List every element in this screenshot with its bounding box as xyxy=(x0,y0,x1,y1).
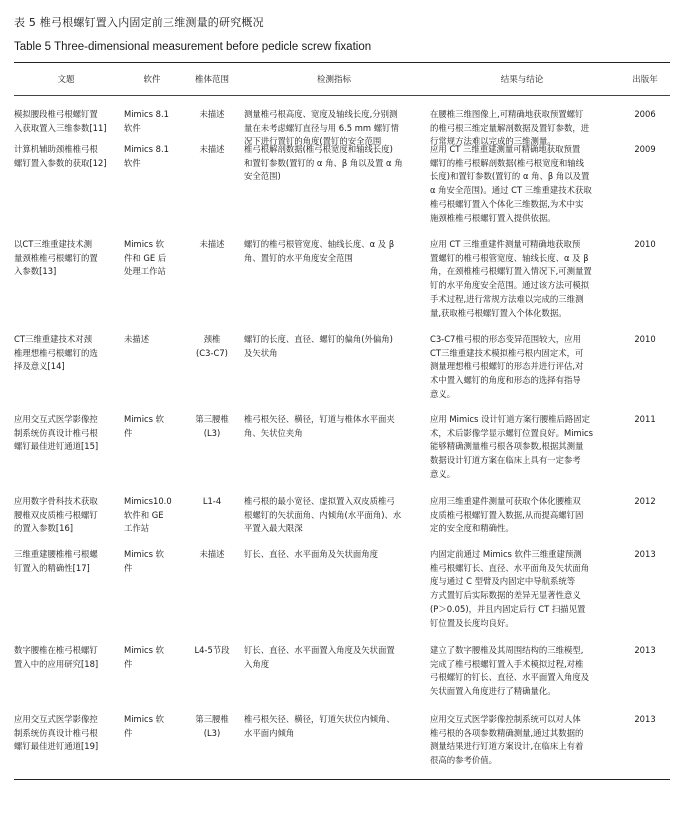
row-result: 建立了数字腰椎及其周围结构的三维模型, 完成了椎弓根螺钉置入手术模拟过程,对椎 弓根螺钉的钉长、直径、水平面置入角度及 矢状面置入角度进行了精确量化。 xyxy=(430,645,590,697)
row-title-cell xyxy=(14,495,124,543)
row-result: 在腰椎三维图像上,可精确地获取预置螺钉 的椎弓根三维定量解剖数据及置钉参数，进 行常规方法难以完成的三维测量。 xyxy=(430,109,590,147)
row-software-cell xyxy=(124,143,186,233)
header-title: 文题 xyxy=(57,75,75,85)
row-result: 应用三维重建件测量可获取个体化腰椎双 皮质椎弓根螺钉置入数据,从而提高螺钉固 定的安全度和精确性。 xyxy=(430,496,584,534)
row-title-cell xyxy=(14,713,124,779)
row-result: 应用 CT 三维重建件测量可精确地获取预 置螺钉的椎弓根管宽度、轴线长度、α 及 β 角，在颈椎椎弓根螺钉置入情况下,可测量置 钉的水平角度安全范围。通过该方法可模拟 手术过程,进行常规方法难以完成的三维测 量,获取椎弓根螺钉置入个体化数据。 xyxy=(430,239,592,318)
row-year: 2010 xyxy=(634,239,656,249)
row-title-cell xyxy=(14,548,124,639)
row-title: 三维重建腰椎椎弓根螺 钉置入的精确性[17] xyxy=(14,549,98,573)
row-year-cell xyxy=(620,238,670,328)
row-index-cell xyxy=(244,413,430,490)
row-software-cell xyxy=(124,713,186,779)
row-software: Mimics10.0 软件和 GE 工作站 xyxy=(124,496,172,534)
row-year-cell xyxy=(620,495,670,543)
row-year-cell xyxy=(620,644,670,708)
table-body xyxy=(14,96,670,779)
table-row xyxy=(14,138,670,233)
row-title: 计算机辅助颈椎椎弓根 螺钉置入参数的获取[12] xyxy=(14,144,107,168)
header-year: 出版年 xyxy=(632,75,658,85)
row-result: 应用 CT 三维重建测量可精确地获取预置 螺钉的椎弓根解剖数据(椎弓根宽度和轴线 长度)和置钉参数(置钉的 α 角、β 角以及置 α 角安全范围)。通过 CT 三维重建技术获取 椎弓根螺钉置入个体化三维数据,为术中实 施颈椎椎弓根螺钉置入提供依据。 xyxy=(430,144,592,223)
row-title-cell xyxy=(14,333,124,408)
table-row xyxy=(14,96,670,147)
header-result: 结果与结论 xyxy=(500,75,544,85)
row-result-cell xyxy=(430,644,620,708)
row-year: 2009 xyxy=(634,144,656,154)
row-year: 2012 xyxy=(634,496,656,506)
row-software: Mimics 软 件 xyxy=(124,645,165,669)
row-software: Mimics 软 件 xyxy=(124,414,165,438)
row-range-cell xyxy=(186,548,244,639)
row-year: 2006 xyxy=(634,109,656,119)
row-range: 颈椎 (C3-C7) xyxy=(196,334,228,358)
header-range: 椎体范围 xyxy=(194,75,229,85)
row-result: C3-C7椎弓根的形态变异范围较大，应用 CT三维重建技术模拟椎弓根内固定术，可 测量理想椎弓根螺钉的形态并进行评估,对 术中置入螺钉的角度和形态的选择有指导 意义。 xyxy=(430,334,584,399)
row-index-cell xyxy=(244,713,430,779)
table-container xyxy=(14,14,670,780)
row-range-cell xyxy=(186,644,244,708)
row-title-cell xyxy=(14,143,124,233)
row-range-cell xyxy=(186,333,244,408)
row-software: Mimics 软 件 xyxy=(124,549,165,573)
row-year-cell xyxy=(620,108,670,138)
row-year: 2013 xyxy=(634,549,656,559)
row-title-cell xyxy=(14,413,124,490)
table-row xyxy=(14,543,670,639)
row-software-cell xyxy=(124,238,186,328)
row-title: 应用交互式医学影像控 制系统仿真设计椎弓根 螺钉最佳进钉通道[15] xyxy=(14,414,99,452)
row-result-cell xyxy=(430,238,620,328)
row-result-cell xyxy=(430,333,620,408)
row-index-cell xyxy=(244,143,430,233)
table-title-en: Table 5 Three-dimensional measurement before pedicle screw fixation xyxy=(14,41,372,53)
row-index-cell xyxy=(244,644,430,708)
bottom-rule xyxy=(14,779,670,780)
row-title-cell xyxy=(14,644,124,708)
row-range: L4-5节段 xyxy=(194,645,230,655)
row-year: 2013 xyxy=(634,645,656,655)
row-result-cell xyxy=(430,413,620,490)
row-index-cell xyxy=(244,108,430,147)
table-row xyxy=(14,408,670,490)
row-index-cell xyxy=(244,548,430,639)
row-year: 2010 xyxy=(634,334,656,344)
row-result-cell xyxy=(430,548,620,639)
header-index: 检测指标 xyxy=(316,75,351,85)
row-range: 未描述 xyxy=(199,144,225,154)
row-index: 螺钉的椎弓根管宽度、轴线长度、α 及 β 角、置钉的水平角度安全范围 xyxy=(244,239,395,263)
row-index: 椎弓根的最小宽径、虚拟置入双皮质椎弓 根螺钉的矢状面角、内倾角(水平面角)、水 平置入最大限深 xyxy=(244,496,402,534)
table-row xyxy=(14,233,670,328)
row-index: 椎弓根解剖数据(椎弓根宽度和轴线长度) 和置钉参数(置钉的 α 角、β 角以及置 α 角 安全范围) xyxy=(244,144,403,182)
table-row xyxy=(14,639,670,708)
row-title: CT三维重建技术对颈 椎理想椎弓根螺钉的选 择及意义[14] xyxy=(14,334,98,372)
row-software: Mimics 8.1 软件 xyxy=(124,144,169,168)
row-software-cell xyxy=(124,644,186,708)
row-index-cell xyxy=(244,333,430,408)
table-row xyxy=(14,708,670,779)
row-result-cell xyxy=(430,143,620,233)
row-range: 第三腰椎 (L3) xyxy=(195,414,229,438)
row-software-cell xyxy=(124,548,186,639)
row-title: 数字腰椎在椎弓根螺钉 置入中的应用研究[18] xyxy=(14,645,99,669)
row-title: 以CT三维重建技术测 量颈椎椎弓根螺钉的置 入参数[13] xyxy=(14,239,98,277)
row-software: Mimics 8.1 软件 xyxy=(124,109,169,133)
row-result-cell xyxy=(430,108,620,147)
row-range-cell xyxy=(186,238,244,328)
table-row xyxy=(14,328,670,408)
row-index-cell xyxy=(244,495,430,543)
row-range-cell xyxy=(186,108,244,138)
row-title: 应用交互式医学影像控 制系统仿真设计椎弓根 螺钉最佳进钉通道[19] xyxy=(14,714,99,752)
row-software-cell xyxy=(124,333,186,408)
row-range-cell xyxy=(186,713,244,779)
row-year-cell xyxy=(620,413,670,490)
row-year: 2011 xyxy=(634,414,656,424)
row-title-cell xyxy=(14,108,124,138)
row-year-cell xyxy=(620,333,670,408)
row-software-cell xyxy=(124,108,186,138)
row-index: 钉长、直径、水平面角及矢状面角度 xyxy=(244,549,378,559)
row-result: 应用交互式医学影像控制系统可以对人体 椎弓根的各项参数精确测量,通过其数据的 测量结果进行钉道方案设计,在临床上有着 很高的参考价值。 xyxy=(430,714,584,766)
row-software: Mimics 软 件和 GE 后 处理工作站 xyxy=(124,239,167,277)
row-year-cell xyxy=(620,143,670,233)
row-result: 内固定前通过 Mimics 软件三维重建预测 椎弓根螺钉长、直径、水平面角及矢状面角 度与通过 C 型臂及内固定中导航系统等 方式置钉后实际数据的差异无显著性意义 (P＞0.05)，并且内固定后行 CT 扫描见置 钉位置及长度均良好。 xyxy=(430,549,590,628)
row-index: 螺钉的长度、直径、螺钉的偏角(外偏角) 及矢状角 xyxy=(244,334,393,358)
row-result-cell xyxy=(430,495,620,543)
row-title: 应用数字骨科技术获取 腰椎双皮质椎弓根螺钉 的置入参数[16] xyxy=(14,496,98,534)
row-range-cell xyxy=(186,143,244,233)
row-range-cell xyxy=(186,495,244,543)
row-year-cell xyxy=(620,548,670,639)
row-range: 未描述 xyxy=(199,549,225,559)
row-index-cell xyxy=(244,238,430,328)
row-software-cell xyxy=(124,495,186,543)
row-result: 应用 Mimics 设计钉道方案行腰椎后路固定 术，术后影像学显示螺钉位置良好。Mimics 能够精确测量椎弓根各项参数,根据其测量 数据设计钉道方案在临床上具有一定参考 意义。 xyxy=(430,414,594,479)
row-result-cell xyxy=(430,713,620,779)
row-title: 模拟腰段椎弓根螺钉置 入获取置入三维参数[11] xyxy=(14,109,107,133)
table-row xyxy=(14,490,670,543)
row-index: 椎弓根矢径、横径，钉道与椎体水平面夹 角、矢状位夹角 xyxy=(244,414,395,438)
row-title-cell xyxy=(14,238,124,328)
row-software: 未描述 xyxy=(124,334,150,344)
row-year-cell xyxy=(620,713,670,779)
table-header xyxy=(14,63,670,95)
row-software: Mimics 软 件 xyxy=(124,714,165,738)
row-range: L1-4 xyxy=(202,496,222,506)
row-range: 未描述 xyxy=(199,239,225,249)
table-title-cn: 表 5 椎弓根螺钉置入内固定前三维测量的研究概况 xyxy=(14,16,264,29)
row-year: 2013 xyxy=(634,714,656,724)
row-index: 测量椎弓根高度、宽度及轴线长度,分别测 量在未考虑螺钉直径与用 6.5 mm 螺钉情 况下进行置钉的角度(置钉的安全范围 xyxy=(244,109,399,147)
row-index: 椎弓根矢径、横径，钉道矢状位内倾角、 水平面内倾角 xyxy=(244,714,395,738)
row-range: 第三腰椎 (L3) xyxy=(195,714,229,738)
header-software: 软件 xyxy=(143,75,161,85)
row-range-cell xyxy=(186,413,244,490)
row-index: 钉长、直径、水平面置入角度及矢状面置 入角度 xyxy=(244,645,395,669)
row-range: 未描述 xyxy=(199,109,225,119)
row-software-cell xyxy=(124,413,186,490)
